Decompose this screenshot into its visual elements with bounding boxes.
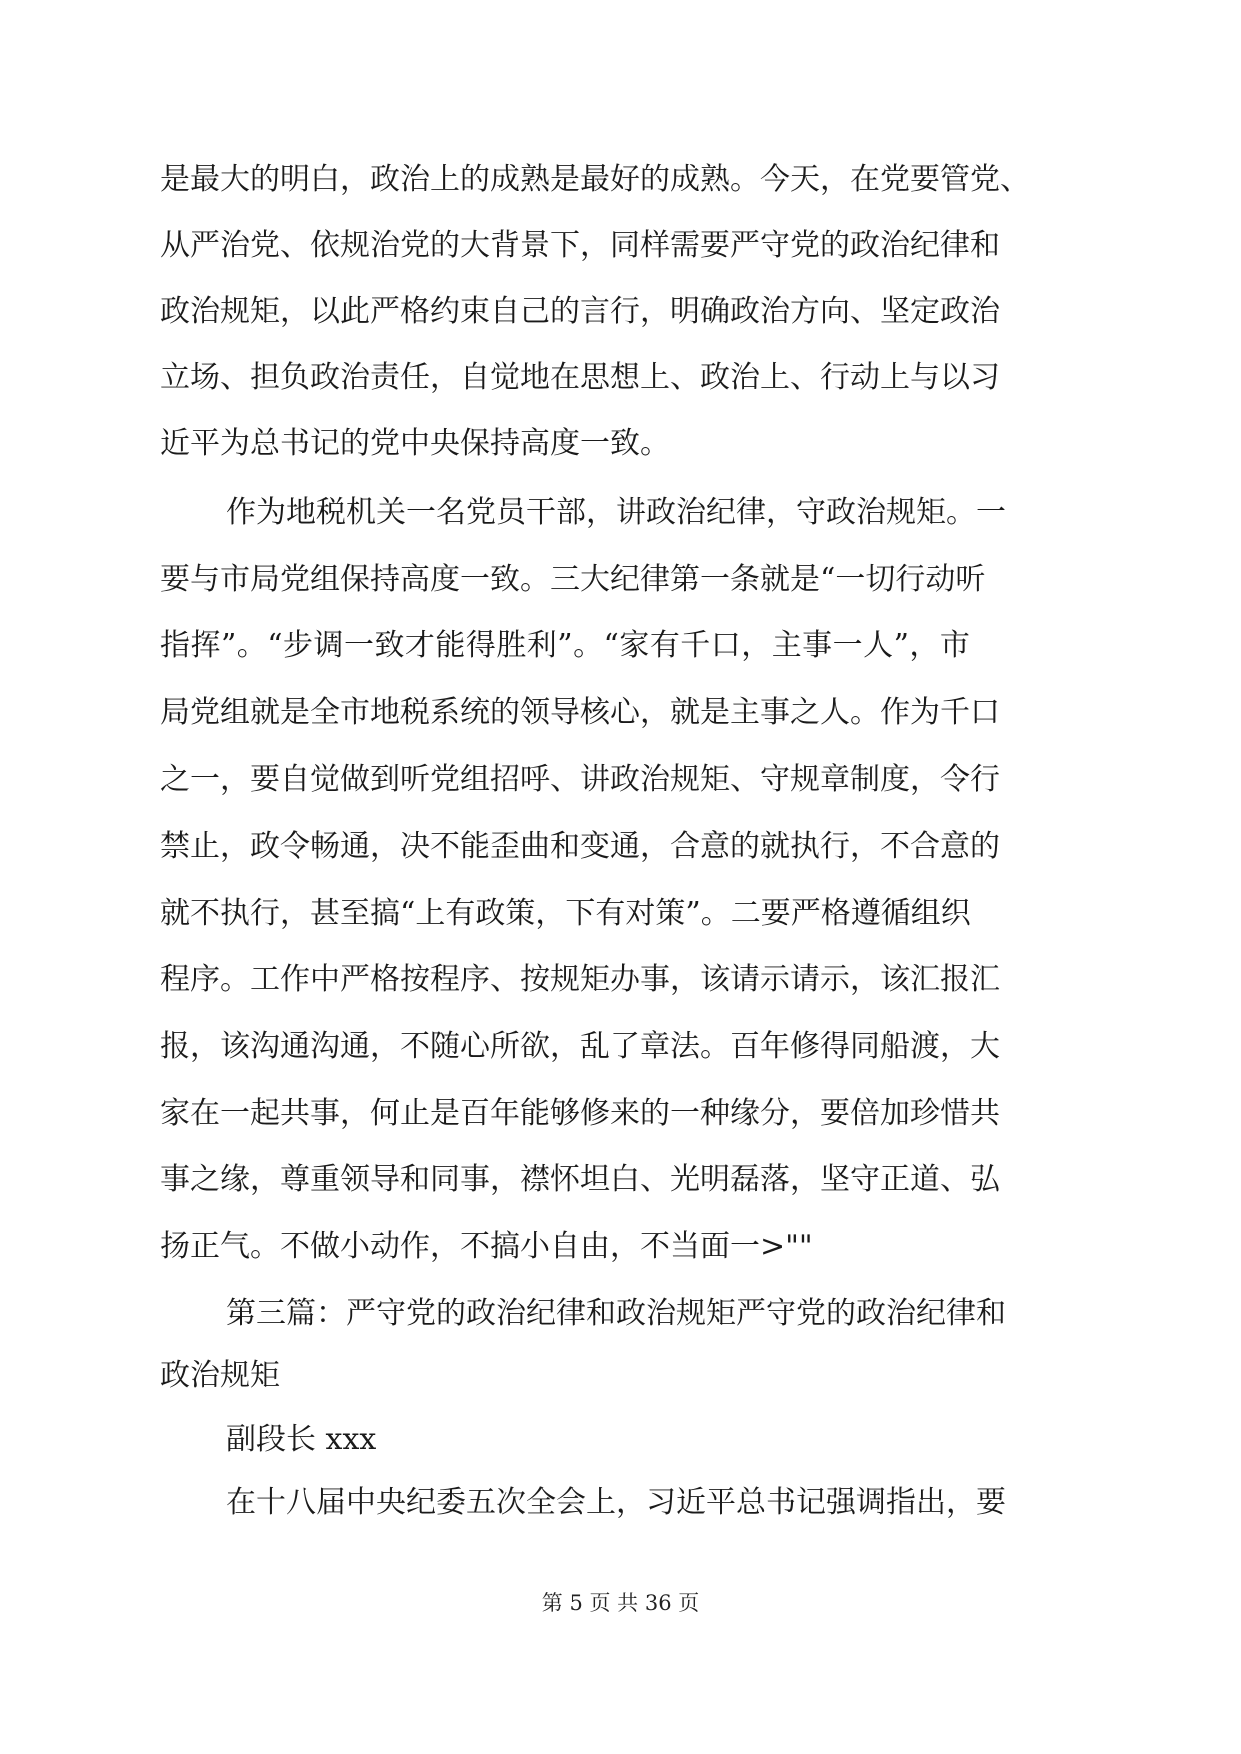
paragraph-line: 扬正气。不做小动作，不搞小自由，不当面一>"" [160, 1229, 813, 1264]
paragraph-line: 就 不 执 行 ， 甚 至 搞 “ 上 有 政 策 ， 下 有 对 策 ” 。 二 要 严 格 遵 循 组 织 [160, 896, 971, 931]
paragraph-line: 局 党 组 就 是 全 市 地 税 系 统 的 领 导 核 心 ， 就 是 主 事 之 人 。 作 为 千 口 [160, 695, 1000, 730]
paragraph-line: 事 之 缘 ， 尊 重 领 导 和 同 事 ， 襟 怀 坦 白 、 光 明 磊 落 ， 坚 守 正 道 、 弘 [160, 1162, 1000, 1197]
paragraph-line: 从 严 治 党 、 依 规 治 党 的 大 背 景 下 ， 同 样 需 要 严 守 党 的 政 治 纪 律 和 [160, 228, 1000, 263]
paragraph-line: 第 三 篇 ： 严 守 党 的 政 治 纪 律 和 政 治 规 矩 严 守 党 的 政 治 纪 律 和 [226, 1296, 1006, 1331]
paragraph-line: 程 序 。 工 作 中 严 格 按 程 序 、 按 规 矩 办 事 ， 该 请 示 请 示 ， 该 汇 报 汇 [160, 962, 1000, 997]
page-footer: 第 5 页 共 36 页 [541, 1591, 700, 1615]
paragraph-line: 要 与 市 局 党 组 保 持 高 度 一 致 。 三 大 纪 律 第 一 条 就 是 “ 一 切 行 动 听 [160, 562, 986, 597]
paragraph-line: 报 ， 该 沟 通 沟 通 ， 不 随 心 所 欲 ， 乱 了 章 法 。 百 年 修 得 同 船 渡 ， 大 [160, 1029, 1000, 1064]
paragraph-line: 禁 止 ， 政 令 畅 通 ， 决 不 能 歪 曲 和 变 通 ， 合 意 的 就 执 行 ， 不 合 意 的 [160, 829, 1000, 864]
paragraph-line: 在 十 八 届 中 央 纪 委 五 次 全 会 上 ， 习 近 平 总 书 记 强 调 指 出 ， 要 [226, 1485, 1006, 1520]
paragraph-line: 副段长 xxx [226, 1422, 377, 1457]
paragraph-line: 指 挥 ” 。 “ 步 调 一 致 才 能 得 胜 利 ” 。 “ 家 有 千 口 ， 主 事 一 人 ” ， 市 [160, 628, 970, 663]
paragraph-line: 家 在 一 起 共 事 ， 何 止 是 百 年 能 够 修 来 的 一 种 缘 分 ， 要 倍 加 珍 惜 共 [160, 1096, 1000, 1131]
paragraph-line: 近平为总书记的党中央保持高度一致。 [160, 426, 670, 461]
paragraph-line: 政治规矩 [160, 1358, 280, 1393]
paragraph-line: 是 最 大 的 明 白 ， 政 治 上 的 成 熟 是 最 好 的 成 熟 。 今 天 ， 在 党 要 管 党 、 [160, 162, 1030, 197]
paragraph-line: 之 一 ， 要 自 觉 做 到 听 党 组 招 呼 、 讲 政 治 规 矩 、 守 规 章 制 度 ， 令 行 [160, 762, 1000, 797]
paragraph-line: 立 场 、 担 负 政 治 责 任 ， 自 觉 地 在 思 想 上 、 政 治 上 、 行 动 上 与 以 习 [160, 360, 1000, 395]
paragraph-line: 政 治 规 矩 ， 以 此 严 格 约 束 自 己 的 言 行 ， 明 确 政 治 方 向 、 坚 定 政 治 [160, 294, 1000, 329]
paragraph-line: 作 为 地 税 机 关 一 名 党 员 干 部 ， 讲 政 治 纪 律 ， 守 政 治 规 矩 。 一 [226, 495, 1006, 530]
